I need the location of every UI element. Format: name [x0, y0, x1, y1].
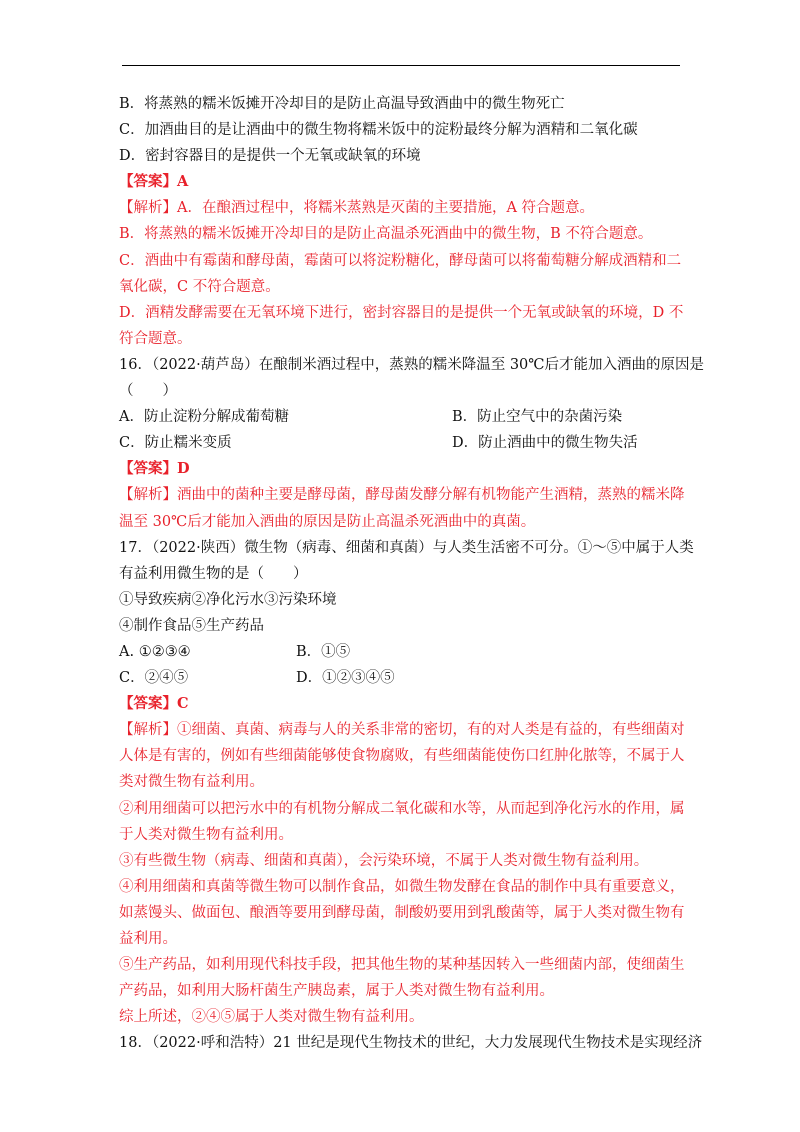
analysis-line: 【解析】酒曲中的菌种主要是酵母菌，酵母菌发酵分解有机物能产生酒精，蒸熟的糯米降: [119, 487, 685, 504]
analysis-line: 【解析】A．在酿酒过程中，将糯米蒸熟是灭菌的主要措施，A 符合题意。: [119, 200, 595, 217]
analysis-line: 温至 30℃后才能加入酒曲的原因是防止高温杀死酒曲中的真菌。: [119, 513, 536, 530]
question-line: ④制作食品⑤生产药品: [119, 617, 264, 634]
question-line: C．加酒曲目的是让酒曲中的微生物将糯米饭中的淀粉最终分解为酒精和二氧化碳: [119, 122, 638, 139]
option-row: [119, 639, 685, 665]
option-text: A. ①②③④: [119, 643, 191, 660]
analysis-line: 于人类对微生物有益利用。: [119, 826, 293, 843]
analysis-line: C．酒曲中有霉菌和酵母菌，霉菌可以将淀粉糖化，酵母菌可以将葡萄糖分解成酒精和二: [119, 252, 682, 269]
analysis-line: 人体是有害的，例如有些细菌能够使食物腐败，有些细菌能使伤口红肿化脓等，不属于人: [119, 748, 685, 765]
analysis-line: 符合题意。: [119, 330, 192, 347]
answer-line: 【答案】C: [119, 695, 189, 713]
analysis-line: 益利用。: [119, 931, 177, 947]
question-line: ①导致疾病②净化污水③污染环境: [119, 591, 337, 608]
answer-line: 【答案】D: [119, 460, 190, 478]
option-text: D．①②③④⑤: [296, 670, 395, 687]
document-body: [119, 91, 704, 1056]
analysis-line: 【解析】①细菌、真菌、病毒与人的关系非常的密切，有的对人类是有益的，有些细菌对: [119, 722, 685, 739]
analysis-line: B．将蒸熟的糯米饭摊开冷却目的是防止高温杀死酒曲中的微生物，B 不符合题意。: [119, 226, 653, 243]
analysis-line: 类对微生物有益利用。: [119, 774, 264, 791]
question-line: （ ）: [119, 383, 177, 400]
analysis-line: ⑤生产药品，如利用现代科技手段，把其他生物的某种基因转入一些细菌内部，使细菌生: [119, 957, 685, 974]
analysis-line: 产药品，如利用大肠杆菌生产胰岛素，属于人类对微生物有益利用。: [119, 983, 554, 1000]
option-text: A．防止淀粉分解成葡萄糖: [119, 409, 289, 426]
option-text: C．②④⑤: [119, 670, 189, 687]
option-text: B．①⑤: [296, 643, 351, 660]
analysis-line: ②利用细菌可以把污水中的有机物分解成二氧化碳和水等，从而起到净化污水的作用，属: [119, 800, 685, 817]
analysis-line: ③有些微生物（病毒、细菌和真菌），会污染环境，不属于人类对微生物有益利用。: [119, 852, 649, 869]
option-row: [119, 430, 685, 456]
question-line: B．将蒸熟的糯米饭摊开冷却目的是防止高温导致酒曲中的微生物死亡: [119, 96, 565, 112]
option-row: [119, 665, 685, 691]
analysis-line: 氧化碳，C 不符合题意。: [119, 278, 280, 295]
question-line: 17．（2022·陕西）微生物（病毒、细菌和真菌）与人类生活密不可分。①～⑤中属于人类: [119, 539, 694, 556]
analysis-line: D．酒精发酵需要在无氧环境下进行，密封容器目的是提供一个无氧或缺氧的环境，D 不: [119, 304, 684, 321]
question-line: D．密封容器目的是提供一个无氧或缺氧的环境: [119, 148, 421, 165]
option-text: B．防止空气中的杂菌污染: [452, 409, 623, 426]
option-row: [119, 404, 685, 430]
analysis-line: 综上所述，②④⑤属于人类对微生物有益利用。: [119, 1009, 424, 1026]
question-line: 18．（2022·呼和浩特）21 世纪是现代生物技术的世纪，大力发展现代生物技术是实现经济: [119, 1035, 703, 1052]
question-line: 16．（2022·葫芦岛）在酿制米酒过程中，蒸熟的糯米降温至 30℃后才能加入酒曲的原因是: [119, 356, 704, 373]
option-text: C．防止糯米变质: [119, 435, 232, 452]
analysis-line: ④利用细菌和真菌等微生物可以制作食品，如微生物发酵在食品的制作中具有重要意义，: [119, 878, 685, 895]
header-rule: [122, 65, 680, 66]
option-text: D．防止酒曲中的微生物失活: [452, 435, 638, 452]
analysis-line: 如蒸馒头、做面包、酿酒等要用到酵母菌，制酸奶要用到乳酸菌等，属于人类对微生物有: [119, 904, 685, 921]
answer-line: 【答案】A: [119, 173, 189, 191]
question-line: 有益利用微生物的是（ ）: [119, 565, 308, 582]
